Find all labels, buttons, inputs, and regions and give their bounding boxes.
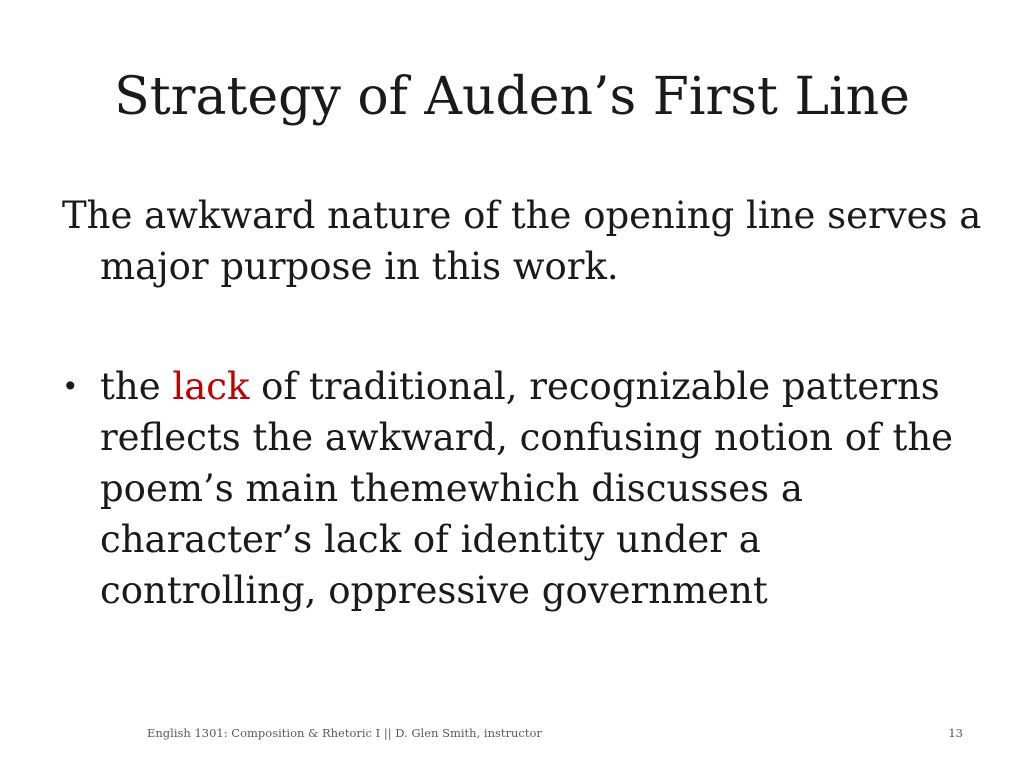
slide-title: Strategy of Auden’s First Line — [114, 67, 910, 127]
page-number: 13 — [948, 726, 963, 740]
bullet-glyph: • — [62, 370, 79, 403]
intro-paragraph: The awkward nature of the opening line serves a major purpose in this work. — [62, 194, 982, 288]
bullet-text — [100, 361, 960, 616]
bullet-text-after: of traditional, recognizable patterns reflects the awkward, confusing notion of the poem’s main themewhich discusses a character’s lack of identity under a controlling, oppressive government — [100, 365, 954, 612]
highlighted-word: lack — [172, 365, 250, 408]
slide-footer: English 1301: Composition & Rhetoric I || D. Glen Smith, instructor — [147, 726, 542, 740]
bullet-text-before: the — [100, 365, 173, 408]
